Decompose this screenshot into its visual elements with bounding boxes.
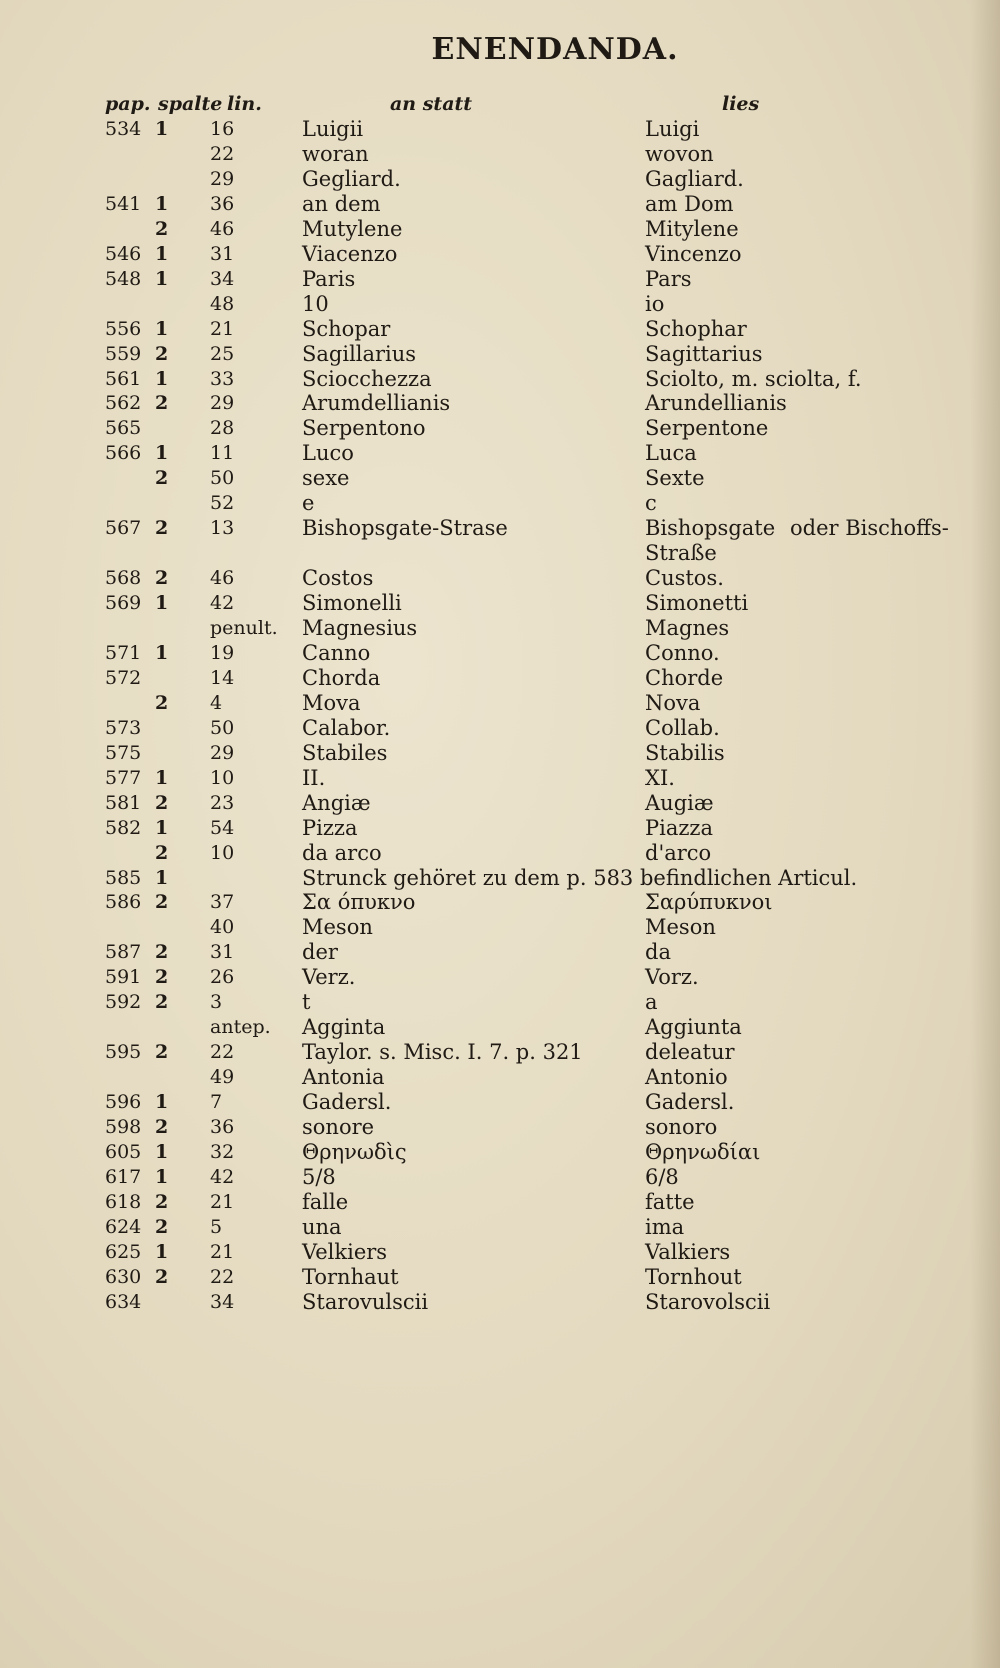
line-number: antep. bbox=[210, 1016, 271, 1038]
page-number: 591 bbox=[105, 966, 142, 988]
page-number: 634 bbox=[105, 1291, 142, 1313]
line-number: 48 bbox=[210, 293, 235, 315]
table-row bbox=[0, 915, 1000, 940]
line-number: 54 bbox=[210, 817, 235, 839]
line-number: 22 bbox=[210, 1041, 235, 1063]
table-row bbox=[0, 566, 1000, 591]
erroneous-text: falle bbox=[302, 1190, 349, 1214]
table-row bbox=[0, 1240, 1000, 1265]
erroneous-text: da arco bbox=[302, 841, 382, 865]
table-row bbox=[0, 267, 1000, 292]
page-number: 630 bbox=[105, 1266, 142, 1288]
table-row bbox=[0, 541, 1000, 566]
table-row bbox=[0, 866, 1000, 891]
column-number: 2 bbox=[155, 692, 169, 714]
header-line: lin. bbox=[227, 93, 262, 115]
erroneous-text: Antonia bbox=[302, 1065, 385, 1089]
line-number: 13 bbox=[210, 517, 235, 539]
corrected-text: Tornhout bbox=[645, 1265, 742, 1289]
page-number: 561 bbox=[105, 368, 142, 390]
erroneous-text: Velkiers bbox=[302, 1240, 388, 1264]
page-number: 572 bbox=[105, 667, 142, 689]
column-number: 2 bbox=[155, 1216, 169, 1238]
corrected-text: Gagliard. bbox=[645, 167, 744, 191]
corrected-text: Augiæ bbox=[645, 791, 714, 815]
corrected-text: Collab. bbox=[645, 716, 720, 740]
table-row bbox=[0, 890, 1000, 915]
page-number: 592 bbox=[105, 991, 142, 1013]
corrected-text: Antonio bbox=[645, 1065, 728, 1089]
table-row bbox=[0, 1165, 1000, 1190]
column-number: 1 bbox=[155, 592, 169, 614]
table-row bbox=[0, 342, 1000, 367]
line-number: 21 bbox=[210, 1241, 235, 1263]
erroneous-text: Calabor. bbox=[302, 716, 391, 740]
erroneous-text: 10 bbox=[302, 292, 329, 316]
page-number: 617 bbox=[105, 1166, 142, 1188]
page-number: 577 bbox=[105, 767, 142, 789]
erroneous-text: Tornhaut bbox=[302, 1265, 399, 1289]
table-row bbox=[0, 1190, 1000, 1215]
corrected-text: Sagittarius bbox=[645, 342, 763, 366]
corrected-text: Sexte bbox=[645, 466, 705, 490]
corrected-text: Starovolscii bbox=[645, 1290, 771, 1314]
page-number: 548 bbox=[105, 268, 142, 290]
table-row bbox=[0, 367, 1000, 392]
corrected-text: io bbox=[645, 292, 665, 316]
page-number: 624 bbox=[105, 1216, 142, 1238]
table-row bbox=[0, 1090, 1000, 1115]
page-number: 556 bbox=[105, 318, 142, 340]
table-row bbox=[0, 1040, 1000, 1065]
corrected-text: Θρηνωδίαι bbox=[645, 1140, 761, 1164]
column-number: 2 bbox=[155, 842, 169, 864]
erroneous-text: Sciocchezza bbox=[302, 367, 432, 391]
erroneous-text: Meson bbox=[302, 915, 373, 939]
corrected-text: 6/8 bbox=[645, 1165, 679, 1189]
erroneous-text: Sagillarius bbox=[302, 342, 417, 366]
table-row bbox=[0, 142, 1000, 167]
column-number: 2 bbox=[155, 941, 169, 963]
column-number: 1 bbox=[155, 817, 169, 839]
column-number: 1 bbox=[155, 1141, 169, 1163]
table-row bbox=[0, 641, 1000, 666]
column-number: 2 bbox=[155, 891, 169, 913]
erroneous-text: Costos bbox=[302, 566, 374, 590]
erroneous-text: Verz. bbox=[302, 965, 356, 989]
corrected-text: am Dom bbox=[645, 192, 734, 216]
line-number: 14 bbox=[210, 667, 235, 689]
erroneous-text: Mova bbox=[302, 691, 361, 715]
corrected-text: d'arco bbox=[645, 841, 712, 865]
corrected-text: Luca bbox=[645, 441, 697, 465]
line-number: 22 bbox=[210, 143, 235, 165]
table-row bbox=[0, 416, 1000, 441]
corrected-text: Magnes bbox=[645, 616, 730, 640]
column-number: 1 bbox=[155, 368, 169, 390]
line-number: 46 bbox=[210, 567, 235, 589]
column-number: 2 bbox=[155, 218, 169, 240]
corrected-text: Meson bbox=[645, 915, 716, 939]
line-number: 25 bbox=[210, 343, 235, 365]
erroneous-text: Paris bbox=[302, 267, 356, 291]
corrected-text: a bbox=[645, 990, 658, 1014]
column-number: 2 bbox=[155, 966, 169, 988]
corrected-text: XI. bbox=[645, 766, 675, 790]
line-number: 28 bbox=[210, 417, 235, 439]
page-number: 568 bbox=[105, 567, 142, 589]
erroneous-text: Starovulscii bbox=[302, 1290, 429, 1314]
erroneous-text: Magnesius bbox=[302, 616, 418, 640]
corrected-text: ima bbox=[645, 1215, 685, 1239]
corrected-text: Schophar bbox=[645, 317, 747, 341]
corrected-text: Custos. bbox=[645, 566, 724, 590]
line-number: 23 bbox=[210, 792, 235, 814]
corrected-text: c bbox=[645, 491, 657, 515]
erroneous-text: Θρηνωδὶς bbox=[302, 1140, 407, 1164]
table-row bbox=[0, 1290, 1000, 1315]
line-number: 10 bbox=[210, 767, 235, 789]
corrected-text: Gadersl. bbox=[645, 1090, 735, 1114]
table-row bbox=[0, 741, 1000, 766]
corrected-text: Vorz. bbox=[645, 965, 699, 989]
table-row bbox=[0, 1015, 1000, 1040]
line-number: 37 bbox=[210, 891, 235, 913]
column-number: 2 bbox=[155, 991, 169, 1013]
corrected-text: Pars bbox=[645, 267, 692, 291]
table-row bbox=[0, 491, 1000, 516]
line-number: 42 bbox=[210, 592, 235, 614]
page-number: 585 bbox=[105, 867, 142, 889]
line-number: 34 bbox=[210, 268, 235, 290]
header-instead-of: an statt bbox=[390, 93, 473, 115]
page-number: 625 bbox=[105, 1241, 142, 1263]
table-row bbox=[0, 691, 1000, 716]
corrected-text: da bbox=[645, 940, 671, 964]
page-number: 534 bbox=[105, 118, 142, 140]
table-row bbox=[0, 816, 1000, 841]
table-row bbox=[0, 990, 1000, 1015]
line-number: 31 bbox=[210, 243, 235, 265]
column-number: 2 bbox=[155, 517, 169, 539]
table-row bbox=[0, 1140, 1000, 1165]
column-number: 1 bbox=[155, 442, 169, 464]
corrected-text: Stabilis bbox=[645, 741, 725, 765]
line-number: 40 bbox=[210, 916, 235, 938]
line-number: 4 bbox=[210, 692, 223, 714]
line-number: 49 bbox=[210, 1066, 235, 1088]
corrected-text-continued: oder Bischoffs- bbox=[790, 516, 949, 540]
line-number: 42 bbox=[210, 1166, 235, 1188]
corrected-text: deleatur bbox=[645, 1040, 735, 1064]
column-number: 1 bbox=[155, 1166, 169, 1188]
page-number: 569 bbox=[105, 592, 142, 614]
page-title: ENENDANDA. bbox=[431, 32, 679, 67]
erroneous-text: Gegliard. bbox=[302, 167, 401, 191]
table-row bbox=[0, 841, 1000, 866]
page-number: 581 bbox=[105, 792, 142, 814]
line-number: 11 bbox=[210, 442, 235, 464]
corrected-text: Sciolto, m. sciolta, f. bbox=[645, 367, 862, 391]
line-number: 10 bbox=[210, 842, 235, 864]
line-number: 21 bbox=[210, 1191, 235, 1213]
table-row bbox=[0, 516, 1000, 541]
line-number: 21 bbox=[210, 318, 235, 340]
corrected-text: Mitylene bbox=[645, 217, 739, 241]
corrected-text: Luigi bbox=[645, 117, 700, 141]
line-number: 36 bbox=[210, 1116, 235, 1138]
line-number: penult. bbox=[210, 617, 278, 639]
page-number: 587 bbox=[105, 941, 142, 963]
erroneous-text: Strunck gehöret zu dem p. 583 befindlichen Articul. bbox=[302, 866, 858, 890]
erroneous-text: Viacenzo bbox=[302, 242, 398, 266]
table-row bbox=[0, 716, 1000, 741]
table-row bbox=[0, 940, 1000, 965]
column-number: 2 bbox=[155, 567, 169, 589]
line-number: 33 bbox=[210, 368, 235, 390]
corrected-text: fatte bbox=[645, 1190, 695, 1214]
corrected-text: Chorde bbox=[645, 666, 724, 690]
corrected-text: wovon bbox=[645, 142, 714, 166]
column-number: 2 bbox=[155, 792, 169, 814]
erroneous-text: Taylor. s. Misc. I. 7. p. 321 bbox=[302, 1040, 583, 1064]
corrected-text: Serpentone bbox=[645, 416, 769, 440]
page-number: 586 bbox=[105, 891, 142, 913]
line-number: 36 bbox=[210, 193, 235, 215]
line-number: 29 bbox=[210, 742, 235, 764]
column-number: 1 bbox=[155, 767, 169, 789]
table-row bbox=[0, 242, 1000, 267]
line-number: 29 bbox=[210, 168, 235, 190]
header-page: pap. bbox=[105, 93, 151, 115]
page-number: 541 bbox=[105, 193, 142, 215]
erroneous-text: Luco bbox=[302, 441, 354, 465]
erroneous-text: Simonelli bbox=[302, 591, 402, 615]
page-number: 582 bbox=[105, 817, 142, 839]
column-number: 2 bbox=[155, 1266, 169, 1288]
page-number: 596 bbox=[105, 1091, 142, 1113]
line-number: 26 bbox=[210, 966, 235, 988]
erroneous-text: sexe bbox=[302, 466, 350, 490]
erroneous-text: Luigii bbox=[302, 117, 364, 141]
line-number: 31 bbox=[210, 941, 235, 963]
column-number: 1 bbox=[155, 268, 169, 290]
line-number: 19 bbox=[210, 642, 235, 664]
erroneous-text: Canno bbox=[302, 641, 371, 665]
column-number: 2 bbox=[155, 467, 169, 489]
erroneous-text: Schopar bbox=[302, 317, 391, 341]
erroneous-text: Pizza bbox=[302, 816, 358, 840]
erroneous-text: Mutylene bbox=[302, 217, 403, 241]
line-number: 52 bbox=[210, 492, 235, 514]
table-row bbox=[0, 616, 1000, 641]
page-number: 598 bbox=[105, 1116, 142, 1138]
column-number: 2 bbox=[155, 392, 169, 414]
column-number: 1 bbox=[155, 642, 169, 664]
column-number: 1 bbox=[155, 193, 169, 215]
column-number: 1 bbox=[155, 118, 169, 140]
table-row bbox=[0, 791, 1000, 816]
line-number: 22 bbox=[210, 1266, 235, 1288]
erroneous-text: woran bbox=[302, 142, 369, 166]
page-number: 575 bbox=[105, 742, 142, 764]
corrected-text: Simonetti bbox=[645, 591, 749, 615]
table-row bbox=[0, 1215, 1000, 1240]
column-number: 1 bbox=[155, 1241, 169, 1263]
corrected-text: Σαρύπυκνοι bbox=[645, 890, 773, 914]
column-number: 1 bbox=[155, 243, 169, 265]
table-row bbox=[0, 1065, 1000, 1090]
page-number: 595 bbox=[105, 1041, 142, 1063]
erroneous-text: Σα όπυκνο bbox=[302, 890, 416, 914]
table-row bbox=[0, 391, 1000, 416]
page-number: 562 bbox=[105, 392, 142, 414]
column-number: 1 bbox=[155, 1091, 169, 1113]
page-number: 571 bbox=[105, 642, 142, 664]
column-number: 2 bbox=[155, 1041, 169, 1063]
table-row bbox=[0, 1265, 1000, 1290]
erroneous-text: II. bbox=[302, 766, 326, 790]
erroneous-text: Bishopsgate-Strase bbox=[302, 516, 508, 540]
column-number: 1 bbox=[155, 867, 169, 889]
erroneous-text: Serpentono bbox=[302, 416, 426, 440]
corrected-text: Conno. bbox=[645, 641, 720, 665]
corrected-text: Arundellianis bbox=[645, 391, 787, 415]
corrected-text: Aggiunta bbox=[645, 1015, 742, 1039]
line-number: 34 bbox=[210, 1291, 235, 1313]
erroneous-text: t bbox=[302, 990, 311, 1014]
page-number: 546 bbox=[105, 243, 142, 265]
page-number: 559 bbox=[105, 343, 142, 365]
line-number: 50 bbox=[210, 467, 235, 489]
erroneous-text: Angiæ bbox=[302, 791, 371, 815]
erroneous-text: Chorda bbox=[302, 666, 381, 690]
page-number: 566 bbox=[105, 442, 142, 464]
table-row bbox=[0, 591, 1000, 616]
page-number: 618 bbox=[105, 1191, 142, 1213]
table-row bbox=[0, 441, 1000, 466]
table-row bbox=[0, 317, 1000, 342]
line-number: 32 bbox=[210, 1141, 235, 1163]
line-number: 29 bbox=[210, 392, 235, 414]
column-number: 1 bbox=[155, 318, 169, 340]
erroneous-text: der bbox=[302, 940, 338, 964]
column-header-row bbox=[0, 92, 1000, 117]
erroneous-text: sonore bbox=[302, 1115, 375, 1139]
erroneous-text: Agginta bbox=[302, 1015, 386, 1039]
erroneous-text: Stabiles bbox=[302, 741, 388, 765]
corrected-text: sonoro bbox=[645, 1115, 718, 1139]
header-column: spalte bbox=[158, 93, 223, 115]
page-number: 605 bbox=[105, 1141, 142, 1163]
line-number: 46 bbox=[210, 218, 235, 240]
corrected-text: Nova bbox=[645, 691, 701, 715]
line-number: 50 bbox=[210, 717, 235, 739]
erroneous-text: an dem bbox=[302, 192, 381, 216]
table-row bbox=[0, 766, 1000, 791]
erroneous-text: Arumdellianis bbox=[302, 391, 451, 415]
line-number: 3 bbox=[210, 991, 223, 1013]
line-number: 5 bbox=[210, 1216, 223, 1238]
column-number: 2 bbox=[155, 1191, 169, 1213]
corrected-text: Straße bbox=[645, 541, 717, 565]
page-number: 565 bbox=[105, 417, 142, 439]
table-row bbox=[0, 292, 1000, 317]
table-row bbox=[0, 466, 1000, 491]
line-number: 16 bbox=[210, 118, 235, 140]
line-number: 7 bbox=[210, 1091, 223, 1113]
table-row bbox=[0, 167, 1000, 192]
erroneous-text: Gadersl. bbox=[302, 1090, 392, 1114]
page-number: 573 bbox=[105, 717, 142, 739]
column-number: 2 bbox=[155, 343, 169, 365]
table-row bbox=[0, 192, 1000, 217]
corrected-text: Piazza bbox=[645, 816, 714, 840]
table-row bbox=[0, 217, 1000, 242]
table-row bbox=[0, 666, 1000, 691]
erroneous-text: e bbox=[302, 491, 315, 515]
page-number: 567 bbox=[105, 517, 142, 539]
erroneous-text: una bbox=[302, 1215, 342, 1239]
table-row bbox=[0, 1115, 1000, 1140]
header-read: lies bbox=[722, 93, 760, 115]
corrected-text: Valkiers bbox=[645, 1240, 731, 1264]
table-row bbox=[0, 965, 1000, 990]
column-number: 2 bbox=[155, 1116, 169, 1138]
erroneous-text: 5/8 bbox=[302, 1165, 336, 1189]
corrected-text: Vincenzo bbox=[645, 242, 742, 266]
table-row bbox=[0, 117, 1000, 142]
corrected-text: Bishopsgate bbox=[645, 516, 776, 540]
